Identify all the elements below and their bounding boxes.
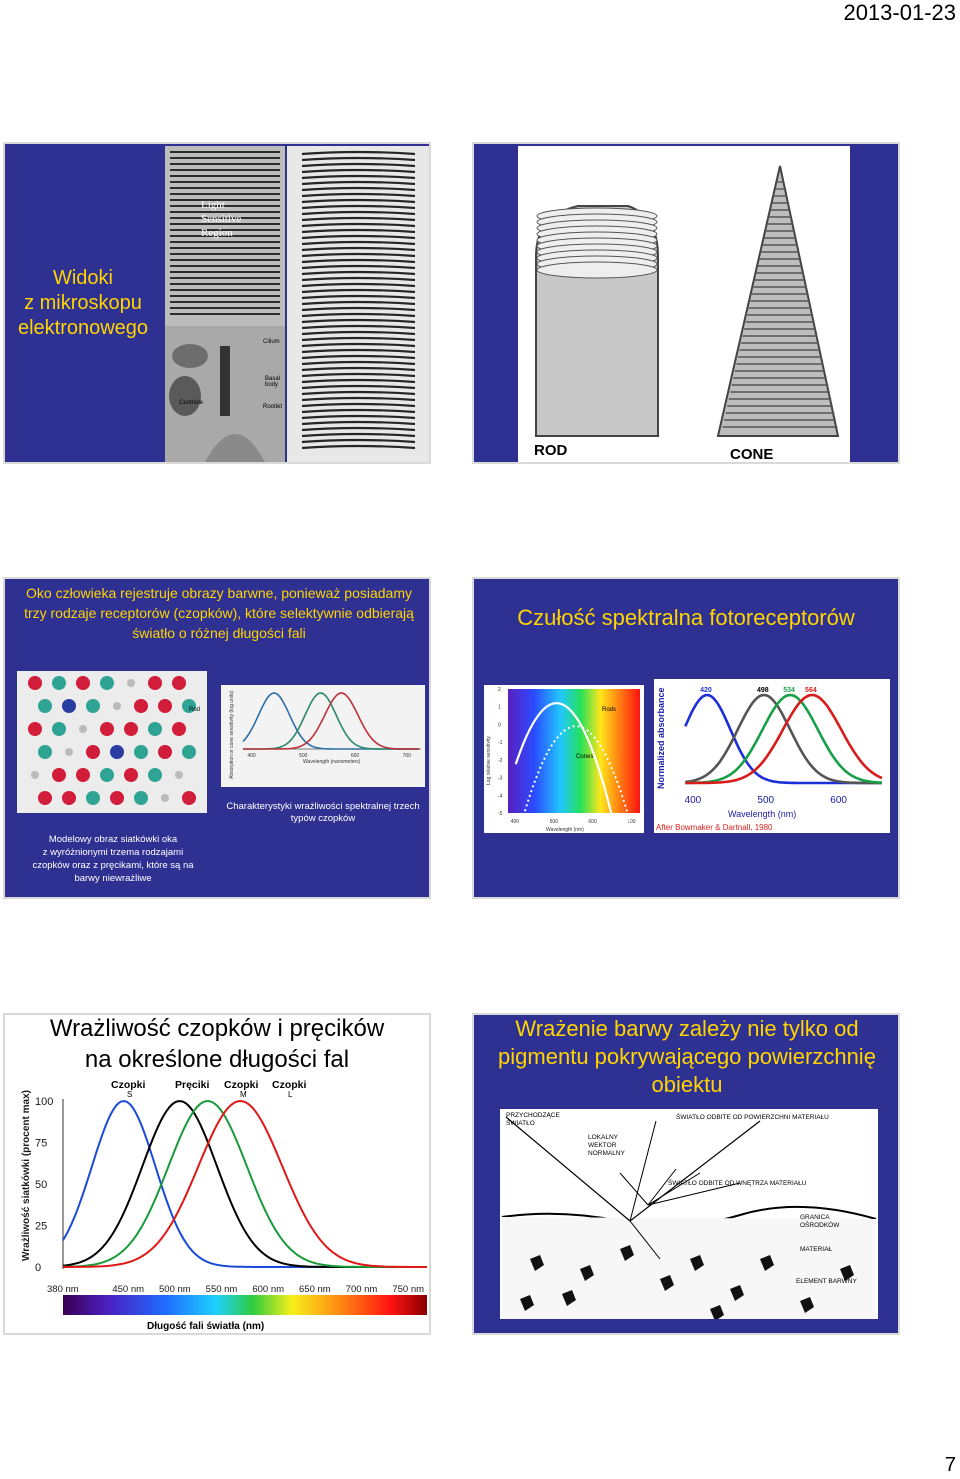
photoreceptor <box>161 794 169 802</box>
c1-ylabel: Absorption or cone sensitivity (log units) <box>229 690 235 779</box>
c3-peak-534: 534 <box>783 687 795 694</box>
centriole-label: Centriole <box>179 400 204 406</box>
photoreceptor <box>158 745 172 759</box>
slide5-white-bg <box>5 1015 429 1333</box>
rod-cone-drawing <box>518 146 850 462</box>
label-material: MATERIAŁ <box>800 1246 833 1253</box>
c4-ytick-25: 25 <box>35 1220 48 1233</box>
photoreceptor <box>158 699 172 713</box>
slide5-title: Wrażliwość czopków i pręcików na określone długości fal <box>49 1015 385 1073</box>
rods-cones-chart <box>484 685 644 833</box>
c4-xtick: 600 nm <box>252 1284 285 1295</box>
photoreceptor <box>148 768 162 782</box>
c2-xtick: 700 <box>627 819 636 825</box>
photoreceptor <box>124 722 138 736</box>
c2-xtick: 500 <box>549 819 558 825</box>
photoreceptor <box>124 768 138 782</box>
photoreceptor <box>62 699 76 713</box>
c3-peak-420: 420 <box>700 687 712 694</box>
chart-caption: Charakterystyki wrażliwości spektralnej trzech typów czopków <box>226 801 420 824</box>
photoreceptor <box>76 676 90 690</box>
c4-ytick-0: 0 <box>35 1262 42 1274</box>
photoreceptor <box>52 676 66 690</box>
cilium-label: Cilium <box>263 339 280 345</box>
photoreceptor <box>127 679 135 687</box>
c2-ytick: -2 <box>498 757 503 764</box>
label-interior: ŚWIATŁO ODBITE OD WNĘTRZA MATERIAŁU <box>668 1180 807 1187</box>
rod-label: ROD <box>534 442 568 459</box>
photoreceptor <box>110 745 124 759</box>
c3-peak-564: 564 <box>805 687 817 694</box>
photoreceptor <box>31 771 39 779</box>
photoreceptor <box>65 748 73 756</box>
c4-curve-1 <box>63 1101 427 1267</box>
basal-body-label: Basal body <box>265 376 281 388</box>
c3-xtick-400: 400 <box>684 795 702 806</box>
photoreceptor <box>182 745 196 759</box>
photoreceptor <box>172 676 186 690</box>
c1-tick-700: 700 <box>402 753 411 759</box>
slide-cones-rods-sensitivity <box>3 1013 431 1335</box>
slide-color-perception <box>472 1013 900 1335</box>
photoreceptor <box>86 699 100 713</box>
photoreceptor <box>148 722 162 736</box>
photoreceptor <box>38 699 52 713</box>
slide-spectral-sensitivity <box>472 577 900 899</box>
c4-xtick: 650 nm <box>299 1284 331 1295</box>
c1-xlabel: Wavelength (nanometers) <box>303 759 361 765</box>
rod-disc <box>537 262 657 278</box>
micrograph-right <box>287 146 429 462</box>
c2-xtick: 400 <box>510 819 520 825</box>
c1-tick-400: 400 <box>247 753 256 759</box>
photoreceptor <box>182 791 196 805</box>
c4-curve-2 <box>63 1101 427 1267</box>
photoreceptor <box>86 791 100 805</box>
mosaic-caption: Modelowy obraz siatkówki oka z wyróżnionymi trzema rodzajami czopków oraz z pręcikami, które są na barwy niewrażliwe <box>32 834 194 884</box>
absorbance-chart <box>654 679 890 833</box>
slide4-title: Czułość spektralna fotoreceptorów <box>517 605 855 630</box>
c2-ytick: -5 <box>498 811 503 817</box>
c2-ytick: 1 <box>498 704 501 711</box>
slide6-title: Wrażenie barwy zależy nie tylko od pigmentu pokrywającego powierzchnię obiektu <box>498 1016 876 1097</box>
photoreceptor <box>134 699 148 713</box>
c2-xtick: 600 <box>588 819 597 825</box>
c4-legend-sub-0: S <box>127 1090 133 1099</box>
c1-tick-500: 500 <box>299 753 308 759</box>
c4-xtick: 380 nm <box>47 1284 79 1295</box>
c4-ytick-75: 75 <box>35 1137 48 1150</box>
c4-xtick: 750 nm <box>392 1284 425 1295</box>
rods-label: Rods <box>602 707 617 713</box>
c4-xtick: 500 nm <box>159 1284 191 1295</box>
c4-ytick-50: 50 <box>35 1179 48 1191</box>
photoreceptor <box>28 722 42 736</box>
photoreceptor <box>172 722 186 736</box>
c3-xlabel: Wavelength (nm) <box>728 809 797 819</box>
slide-cone-types <box>3 577 431 899</box>
photoreceptor <box>100 676 114 690</box>
c2-ytick: -3 <box>498 775 503 782</box>
c4-legend-0: Czopki <box>111 1079 146 1091</box>
rootlet-label: Rootlet <box>263 404 283 410</box>
c4-xtick: 550 nm <box>205 1284 238 1295</box>
c2-ytick: 2 <box>498 687 501 693</box>
c3-xtick-600: 600 <box>830 795 847 806</box>
photoreceptor <box>52 722 66 736</box>
c4-legend-sub-2: M <box>240 1090 247 1099</box>
photoreceptor <box>110 791 124 805</box>
c4-legend-1: Pręciki <box>175 1079 210 1091</box>
photoreceptor <box>148 676 162 690</box>
photoreceptor <box>52 768 66 782</box>
photoreceptor <box>38 745 52 759</box>
c2-ytick: -1 <box>498 740 503 747</box>
c4-legend-sub-3: L <box>288 1090 293 1099</box>
c4-bar-label: Długość fali światła (nm) <box>147 1321 265 1332</box>
reflection-diagram <box>500 1109 878 1319</box>
c3-ylabel: Normalized absorbance <box>656 687 666 789</box>
page-number: 7 <box>944 1454 956 1476</box>
retina-mosaic <box>17 671 207 813</box>
c4-ylabel: Wrażliwość siatkówki (procent max) <box>21 1090 32 1261</box>
c1-tick-600: 600 <box>350 753 360 759</box>
c2-ytick: 0 <box>498 722 501 729</box>
photoreceptor <box>28 676 42 690</box>
mosaic-rod-label: Rod <box>189 707 201 713</box>
photoreceptor <box>100 768 114 782</box>
c4-ytick-100: 100 <box>35 1096 54 1108</box>
c3-peak-498: 498 <box>756 687 769 694</box>
photoreceptor <box>100 722 114 736</box>
mosaic-svg <box>17 671 207 813</box>
photoreceptor <box>86 745 100 759</box>
label-surface: ŚWIATŁO ODBITE OD POWIERZCHNI MATERIAŁU <box>676 1114 829 1121</box>
photoreceptor <box>38 791 52 805</box>
c2-xlabel: Wavelength (nm) <box>546 827 584 833</box>
c3-credit: After Bowmaker & Dartnall, 1980 <box>656 823 773 832</box>
photoreceptor <box>76 768 90 782</box>
photoreceptor <box>79 725 87 733</box>
photoreceptor <box>62 791 76 805</box>
photoreceptor <box>113 702 121 710</box>
cone-label: CONE <box>730 446 774 462</box>
c4-xtick: 450 nm <box>112 1284 145 1295</box>
c4-legend-3: Czopki <box>272 1079 307 1091</box>
micrograph-left <box>165 146 285 462</box>
label-normal: LOKALNY WEKTOR NORMALNY <box>588 1134 625 1157</box>
c3-xtick-500: 500 <box>757 795 775 806</box>
c4-xtick: 700 nm <box>345 1284 378 1295</box>
date-header: 2013-01-23 <box>843 0 956 25</box>
slide-electron-microscope <box>3 142 431 464</box>
light-region-label: Light Sensitive Region <box>201 199 242 239</box>
cone-sensitivity-chart <box>221 685 425 787</box>
label-boundary: GRANICA OŚRODKÓW <box>800 1214 840 1229</box>
photoreceptor <box>134 791 148 805</box>
c4-curve-3 <box>63 1101 427 1267</box>
c2-ytick: -4 <box>498 793 503 800</box>
label-element: ELEMENT BARWNY <box>796 1278 857 1285</box>
c4-curve-0 <box>63 1101 427 1267</box>
photoreceptor <box>175 771 183 779</box>
photoreceptor <box>134 745 148 759</box>
slide3-title: Oko człowieka rejestruje obrazy barwne, ponieważ posiadamy trzy rodzaje receptorów (czopków), które selektywnie odbierają światło o różnej długości fali <box>24 585 414 641</box>
c2-ylabel: Log relative sensitivity <box>486 736 492 785</box>
label-incoming: PRZYCHODZĄCE ŚWIATŁO <box>506 1112 560 1127</box>
c4-legend-2: Czopki <box>224 1079 259 1091</box>
cones-label: Cones <box>576 754 594 760</box>
slide1-title: Widoki z mikroskopu elektronowego <box>17 267 149 339</box>
slide-rod-cone <box>472 142 900 464</box>
